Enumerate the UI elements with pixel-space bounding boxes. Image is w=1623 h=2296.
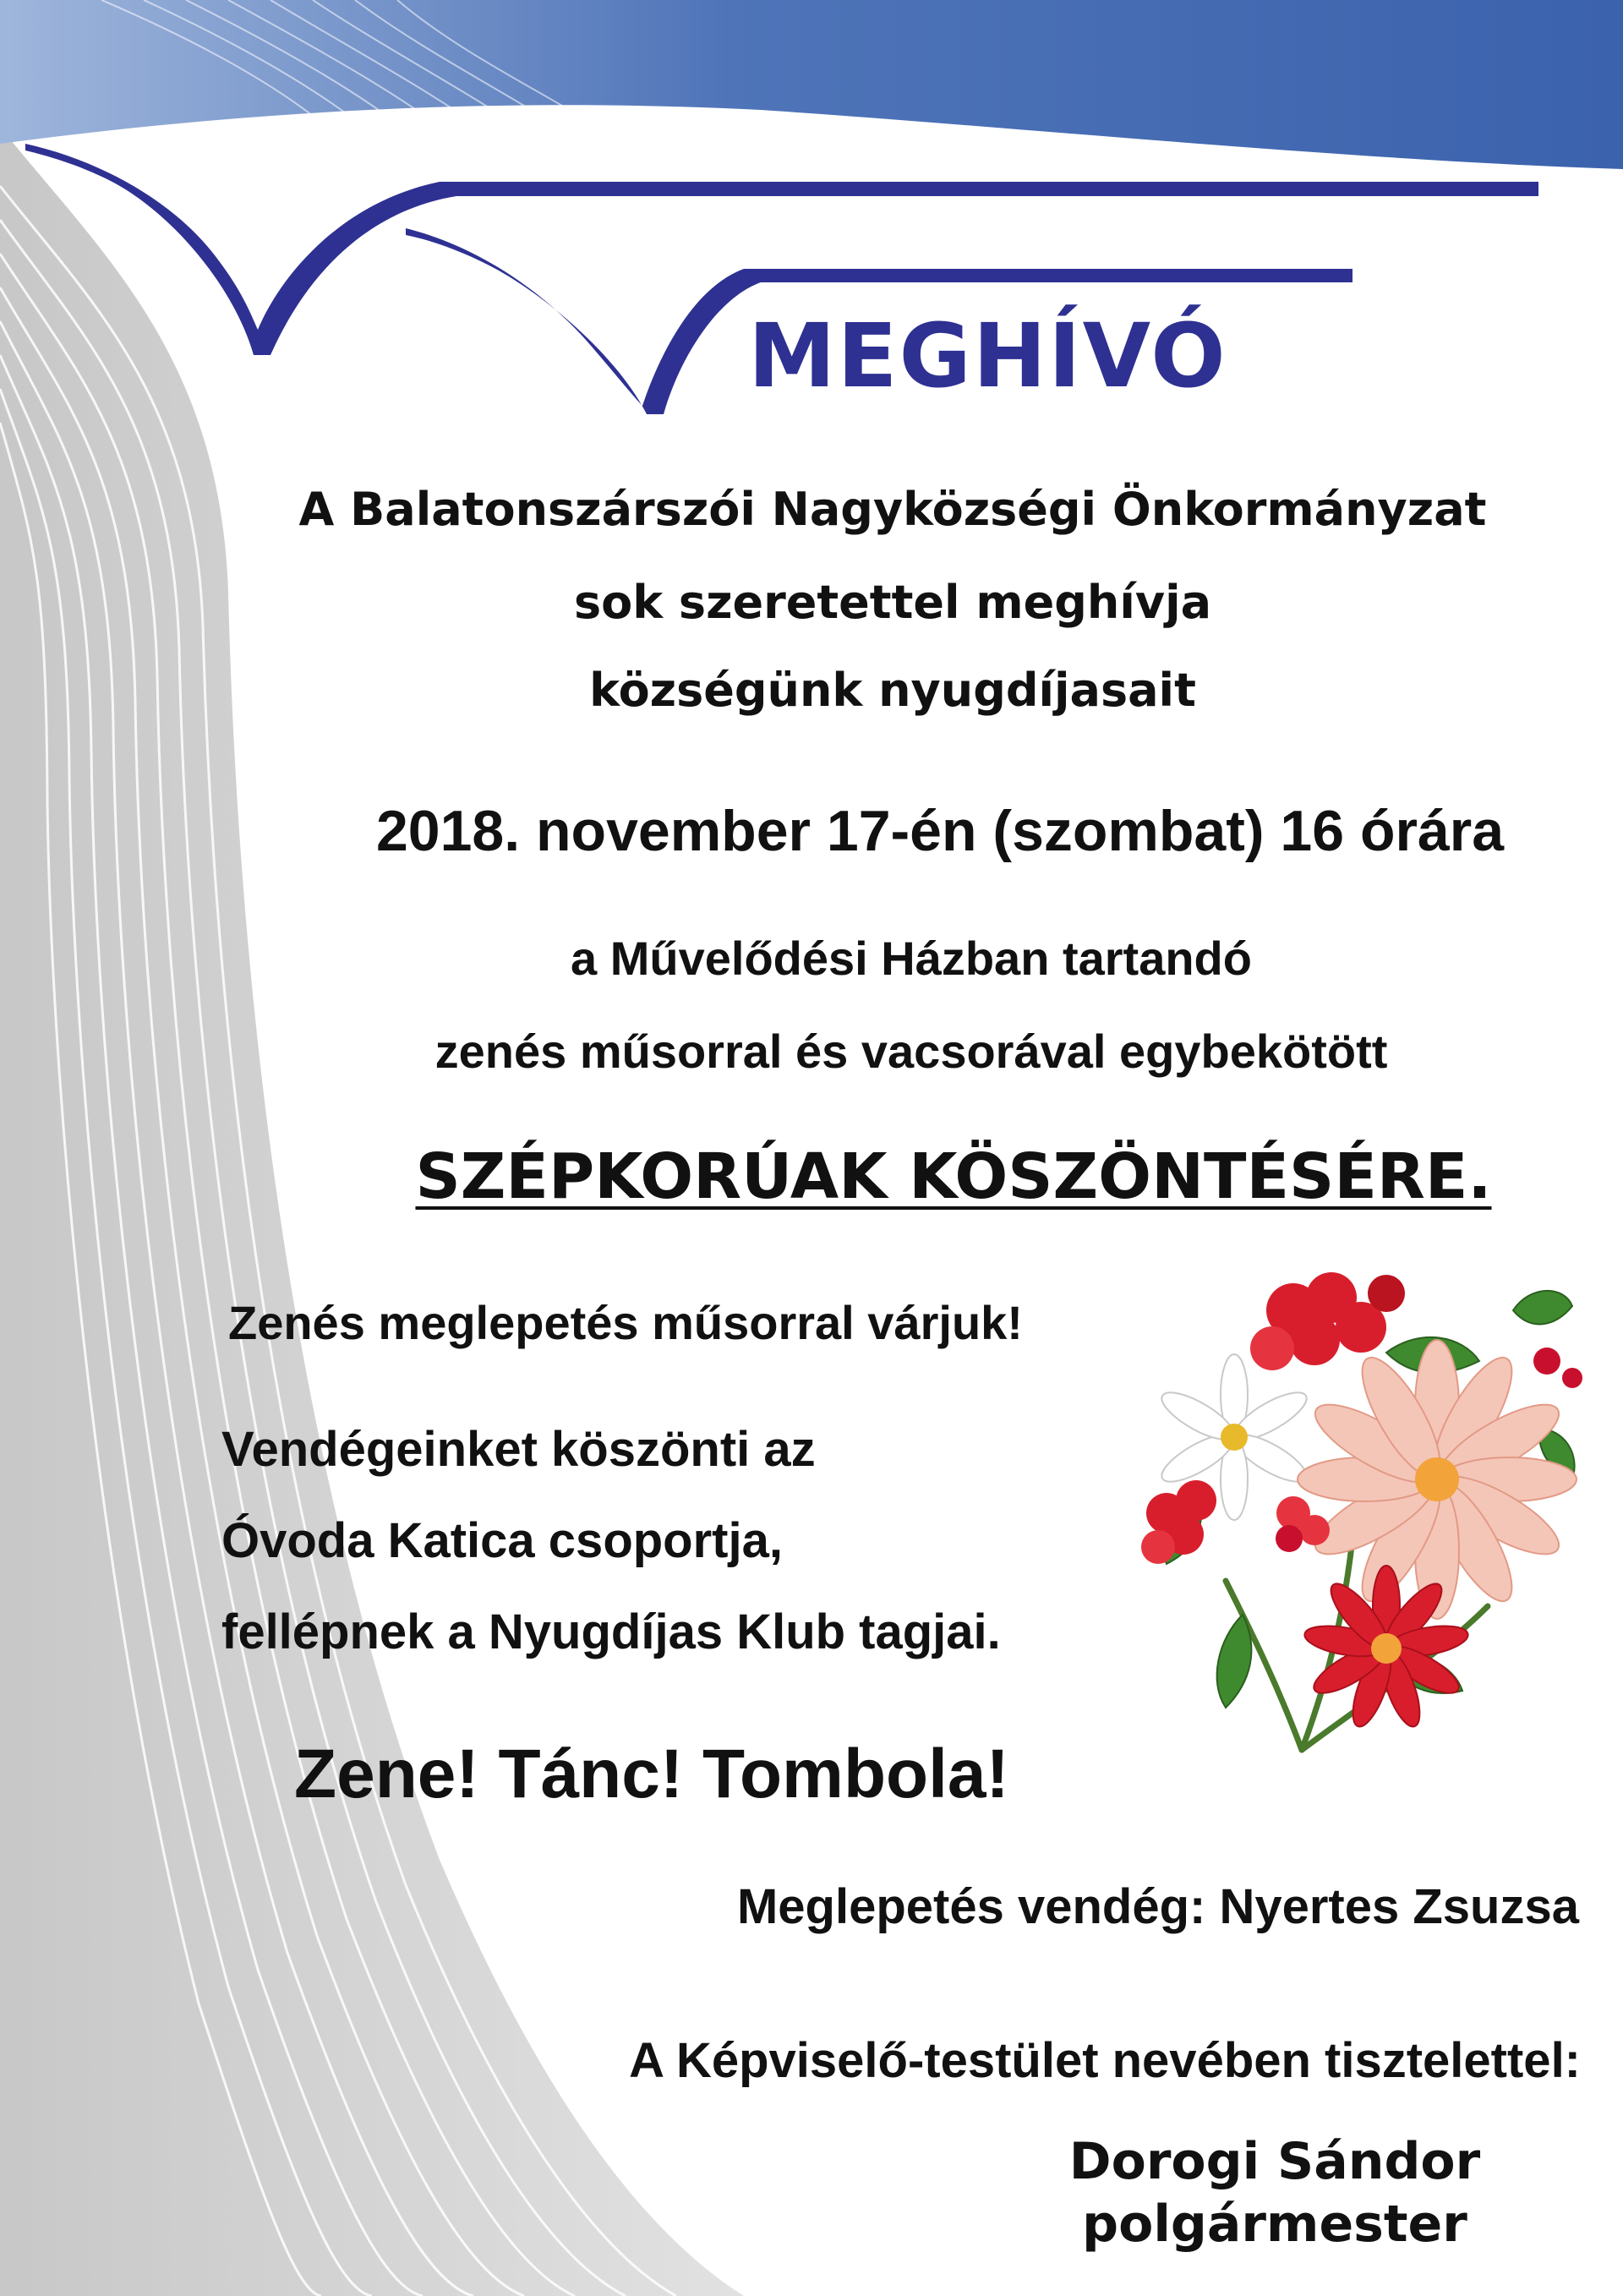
- signatory-title: polgármester: [1082, 2195, 1467, 2254]
- host-line-1: A Balatonszárszói Nagyközségi Önkormányzat: [298, 483, 1487, 536]
- surprise-line: Zenés meglepetés műsorral várjuk!: [228, 1296, 1023, 1349]
- highlights: Zene! Tánc! Tombola!: [294, 1736, 1009, 1812]
- host-line-2: sok szeretettel meghívja: [573, 576, 1212, 629]
- greeting-line-1: Vendégeinket köszönti az: [221, 1422, 816, 1477]
- closing-line: A Képviselő-testület nevében tisztelettel:: [629, 2033, 1581, 2088]
- event-title: SZÉPKORÚAK KÖSZÖNTÉSÉRE.: [415, 1140, 1492, 1213]
- host-line-3: községünk nyugdíjasait: [589, 664, 1196, 717]
- event-datetime: 2018. november 17-én (szombat) 16 órára: [375, 799, 1505, 863]
- pink-dahlia: [1298, 1340, 1577, 1619]
- venue-line-2: zenés műsorral és vacsorával egybekötött: [434, 1025, 1388, 1078]
- greeting-line-2: Óvoda Katica csoportja,: [221, 1513, 783, 1568]
- special-guest: Meglepetés vendég: Nyertes Zsuzsa: [736, 1879, 1579, 1934]
- greeting-line-3: fellépnek a Nyugdíjas Klub tagjai.: [221, 1604, 1001, 1659]
- signatory-name: Dorogi Sándor: [1068, 2132, 1481, 2191]
- red-geranium-top: [1250, 1272, 1405, 1370]
- flower-bouquet-icon: [1133, 1260, 1589, 1767]
- header-band: [0, 0, 1623, 169]
- venue-line-1: a Művelődési Házban tartandó: [571, 932, 1252, 985]
- page-title: MEGHÍVÓ: [748, 304, 1227, 407]
- red-geranium-left: [1141, 1480, 1216, 1564]
